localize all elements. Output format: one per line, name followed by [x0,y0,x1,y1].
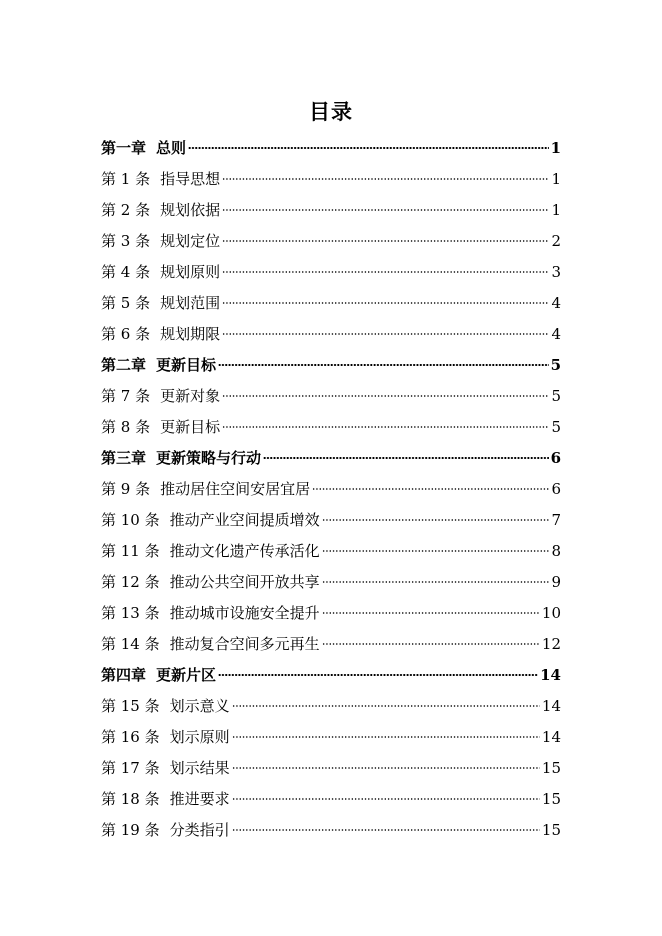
toc-article-entry[interactable] [101,691,561,722]
toc-page-number: 15 [541,759,561,777]
toc-article-entry[interactable] [101,381,561,412]
toc-leader-dots [322,550,550,552]
toc-leader-dots [188,147,549,149]
toc-article-entry[interactable] [101,815,561,846]
toc-entry-number: 第 9 条 [101,480,151,498]
toc-entry-title: 推动公共空间开放共享 [169,573,320,591]
toc-entry-title: 推进要求 [169,790,230,808]
toc-entry-number: 第 2 条 [101,201,151,219]
toc-page-number: 2 [551,232,561,250]
toc-page-number: 1 [550,139,561,157]
toc-article-entry[interactable] [101,505,561,536]
toc-entry-number: 第 4 条 [101,263,151,281]
toc-entry-title: 规划原则 [160,263,221,281]
toc-article-entry[interactable] [101,226,561,257]
toc-entry-title: 推动居住空间安居宜居 [160,480,311,498]
toc-page-number: 9 [551,573,561,591]
toc-entry-number: 第 19 条 [101,821,160,839]
toc-entry-number: 第 3 条 [101,232,151,250]
toc-article-entry[interactable] [101,319,561,350]
toc-chapter-entry[interactable] [101,350,561,381]
toc-entry-number: 第三章 [101,449,147,467]
toc-article-entry[interactable] [101,722,561,753]
toc-article-entry[interactable] [101,784,561,815]
toc-article-entry[interactable] [101,567,561,598]
toc-page-number: 14 [540,666,561,684]
toc-entry-title: 推动城市设施安全提升 [169,604,320,622]
toc-leader-dots [222,240,549,242]
toc-entry-number: 第 5 条 [101,294,151,312]
toc-page-number: 4 [551,325,561,343]
toc-entry-number: 第 14 条 [101,635,160,653]
toc-page-number: 12 [541,635,561,653]
toc-entry-title: 划示原则 [169,728,230,746]
toc-entry-number: 第 8 条 [101,418,151,436]
toc-page-number: 1 [551,201,561,219]
toc-article-entry[interactable] [101,536,561,567]
toc-page-number: 5 [551,387,561,405]
toc-page-number: 14 [541,697,561,715]
toc-article-entry[interactable] [101,195,561,226]
toc-article-entry[interactable] [101,598,561,629]
toc-leader-dots [232,736,540,738]
toc-chapter-entry[interactable] [101,133,561,164]
toc-leader-dots [222,271,549,273]
toc-page-number: 6 [551,480,561,498]
toc-entry-title: 推动文化遗产传承活化 [169,542,320,560]
toc-entry-title: 规划定位 [160,232,221,250]
toc-entry-title: 更新策略与行动 [156,449,262,467]
toc-leader-dots [218,364,549,366]
toc-leader-dots [222,426,549,428]
toc-leader-dots [222,178,549,180]
toc-page-number: 8 [551,542,561,560]
toc-list [101,133,561,846]
toc-leader-dots [322,612,540,614]
toc-entry-number: 第二章 [101,356,147,374]
toc-leader-dots [218,674,538,676]
toc-leader-dots [222,302,549,304]
toc-entry-number: 第 12 条 [101,573,160,591]
toc-leader-dots [222,333,549,335]
toc-entry-number: 第 15 条 [101,697,160,715]
toc-entry-title: 规划依据 [160,201,221,219]
toc-article-entry[interactable] [101,753,561,784]
toc-entry-title: 划示结果 [169,759,230,777]
toc-title: 目录 [309,99,353,124]
toc-article-entry[interactable] [101,629,561,660]
toc-entry-number: 第一章 [101,139,147,157]
toc-page-number: 5 [550,356,561,374]
toc-article-entry[interactable] [101,412,561,443]
toc-entry-title: 更新目标 [156,356,217,374]
toc-page-number: 10 [541,604,561,622]
toc-entry-number: 第 16 条 [101,728,160,746]
toc-page-number: 6 [550,449,561,467]
toc-page-number: 3 [551,263,561,281]
toc-entry-number: 第 10 条 [101,511,160,529]
toc-entry-number: 第 6 条 [101,325,151,343]
toc-leader-dots [312,488,549,490]
toc-entry-number: 第 18 条 [101,790,160,808]
toc-leader-dots [322,581,550,583]
toc-chapter-entry[interactable] [101,443,561,474]
toc-entry-number: 第四章 [101,666,147,684]
toc-entry-number: 第 17 条 [101,759,160,777]
toc-page-number: 14 [541,728,561,746]
toc-entry-title: 总则 [156,139,187,157]
toc-entry-number: 第 11 条 [101,542,160,560]
toc-entry-title: 分类指引 [169,821,230,839]
toc-page-number: 7 [551,511,561,529]
toc-entry-title: 划示意义 [169,697,230,715]
toc-article-entry[interactable] [101,164,561,195]
toc-entry-title: 规划范围 [160,294,221,312]
toc-page-number: 1 [551,170,561,188]
toc-leader-dots [222,209,549,211]
toc-article-entry[interactable] [101,257,561,288]
toc-leader-dots [263,457,549,459]
toc-article-entry[interactable] [101,288,561,319]
toc-entry-number: 第 7 条 [101,387,151,405]
toc-leader-dots [222,395,549,397]
toc-entry-title: 更新片区 [156,666,217,684]
toc-entry-number: 第 13 条 [101,604,160,622]
toc-leader-dots [232,829,540,831]
toc-leader-dots [232,798,540,800]
toc-page-number: 15 [541,790,561,808]
toc-leader-dots [322,643,540,645]
toc-leader-dots [232,767,540,769]
toc-entry-title: 更新目标 [160,418,221,436]
toc-entry-title: 规划期限 [160,325,221,343]
toc-leader-dots [232,705,540,707]
toc-entry-title: 更新对象 [160,387,221,405]
toc-article-entry[interactable] [101,474,561,505]
toc-page-number: 15 [541,821,561,839]
toc-page-number: 5 [551,418,561,436]
toc-entry-title: 指导思想 [160,170,221,188]
toc-entry-title: 推动产业空间提质增效 [169,511,320,529]
toc-entry-number: 第 1 条 [101,170,151,188]
toc-leader-dots [322,519,550,521]
toc-page-number: 4 [551,294,561,312]
toc-chapter-entry[interactable] [101,660,561,691]
toc-entry-title: 推动复合空间多元再生 [169,635,320,653]
